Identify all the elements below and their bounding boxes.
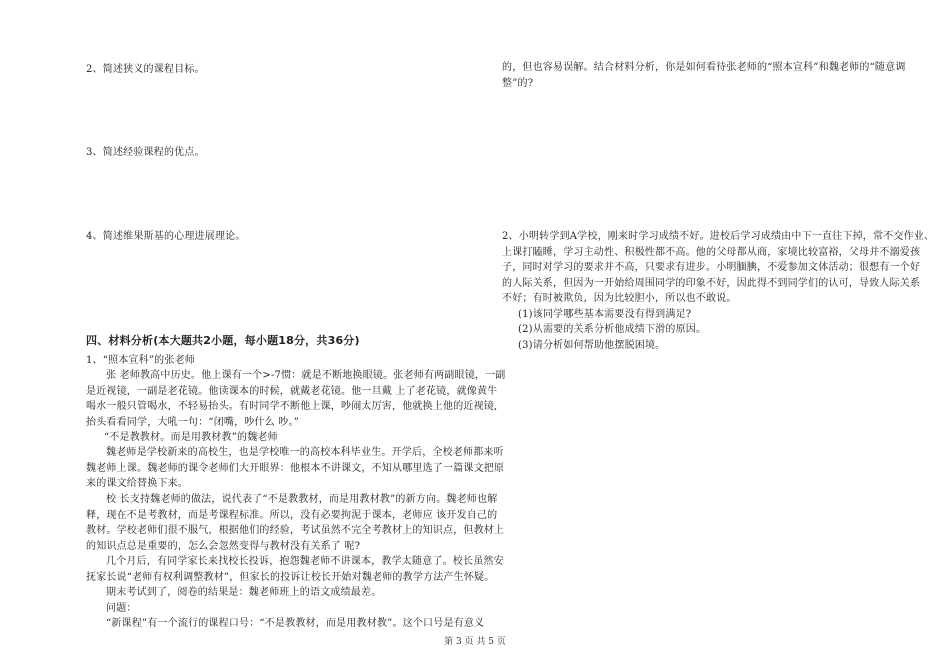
text-line: 喝水一般只管喝水，不轻易抬头。有时同学不断他上课，吵闹太厉害，他就换上他的近视镜,: [86, 401, 498, 412]
material-1-paragraph-2: [86, 445, 504, 492]
text-line: 来的课文给替换下来。: [86, 478, 188, 489]
text-line: 的人际关系，但因为一开始给周围同学的印象不好，因此得不到同学们的认可，导致人际关系: [502, 277, 921, 289]
text-line: 魏老师是学校新来的高校生，也是学校唯一的高校本科毕业生。开学后，全校老师都来听: [106, 447, 504, 458]
text-line: 的，但也容易误解。结合材料分析，你是如何看待张老师的“照本宣科”和魏老师的“随意调: [502, 62, 906, 73]
text-line: 张 老师教高中历史。他上课有一个>-7惯：就是不断地换眼镜。张老师有两副眼镜，一副: [106, 370, 506, 381]
question-4: 4、简述维果斯基的心理进展理论。: [86, 231, 246, 242]
material-1-paragraph-1: [86, 368, 506, 430]
material-1-question-continued: [502, 60, 906, 91]
text-line: 不好；有时被欺负，因为比较胆小，所以也不敢说。: [502, 293, 737, 304]
text-line: 抬头看看同学，大吼一句：“闭嘴，吵什么 吵。”: [86, 416, 300, 428]
section-heading: 四、材料分析(本大题共2小题，每小题18分，共36分): [86, 334, 360, 347]
material-1-paragraph-5: 期末考试到了，阅卷的结果是：魏老师班上的语文成绩最差。: [106, 587, 382, 598]
text-line: 魏老师上课。魏老师的课令老师们大开眼界：他根本不讲课文，不知从哪里选了一篇课文把原: [86, 462, 505, 474]
material-1-subtitle: “不是教教材。而是用教材教”的魏老师: [104, 432, 278, 443]
material-2-question-3: (3)请分析如何帮助他摆脱困境。: [518, 339, 666, 351]
material-2-question-2: (2)从需要的关系分析他成绩下滑的原因。: [518, 324, 707, 335]
question-label: 问题：: [106, 603, 137, 614]
page-footer: 第 3 页 共 5 页: [444, 637, 506, 647]
text-line: 释，现在不是考教材，而是考课程标准。所以，没有必要拘泥于课本，老师应 该开发自己的: [86, 509, 498, 521]
text-line: 的知识点总是重要的，怎么会忽然变得与教材没有关系了 呢?: [86, 540, 361, 552]
material-2-question-1: (1)该同学哪些基本需要没有得到满足?: [518, 308, 692, 320]
text-line: 几个月后，有同学家长来找校长投诉，抱怨魏老师不讲课本，教学太随意了。校长虽然安: [106, 556, 504, 567]
material-1-question-text: “新课程”有一个流行的课程口号：“不是教教材，而是用教材教”。这个口号是有意义: [106, 618, 485, 629]
text-line: 是近视镜，一副是老花镜。他读课本的时候，就戴老花镜。他一旦戴 上了老花镜，就像黄牛: [86, 385, 498, 397]
material-1-paragraph-3: [86, 492, 504, 554]
text-line: 子，同时对学习的要求并不高，只要求有进步。小明腼腆，不爱参加文体活动；很想有一个好: [502, 262, 921, 273]
text-line: 上课打瞌睡，学习主动性、积极性都不高。他的父母都从商，家境比较富裕，父母并不溺爱孩: [502, 246, 921, 258]
material-2: [502, 229, 934, 353]
question-2: 2、简述狭义的课程目标。: [86, 64, 205, 75]
text-line: 校 长支持魏老师的做法，说代表了“不是教教材，而是用教材教”的新方向。魏老师也解: [106, 494, 498, 505]
material-1-paragraph-4: [86, 554, 504, 585]
material-1-title: 1、“照本宣科”的张老师: [86, 355, 195, 366]
text-line: 整”的?: [502, 77, 534, 89]
question-3: 3、简述经验课程的优点。: [86, 147, 205, 158]
text-line: 抚家长说“老师有权利调整教材”，但家长的投诉让校长开始对魏老师的教学方法产生怀疑。: [86, 571, 495, 583]
text-line: 教材。学校老师们很不服气，根据他们的经验，考试虽然不完全考教材上的知识点，但教材上: [86, 525, 505, 536]
text-line: 2、小明转学到A学校，刚来时学习成绩不好。进校后学习成绩由中下一直往下掉，常不交作业、: [502, 231, 935, 242]
